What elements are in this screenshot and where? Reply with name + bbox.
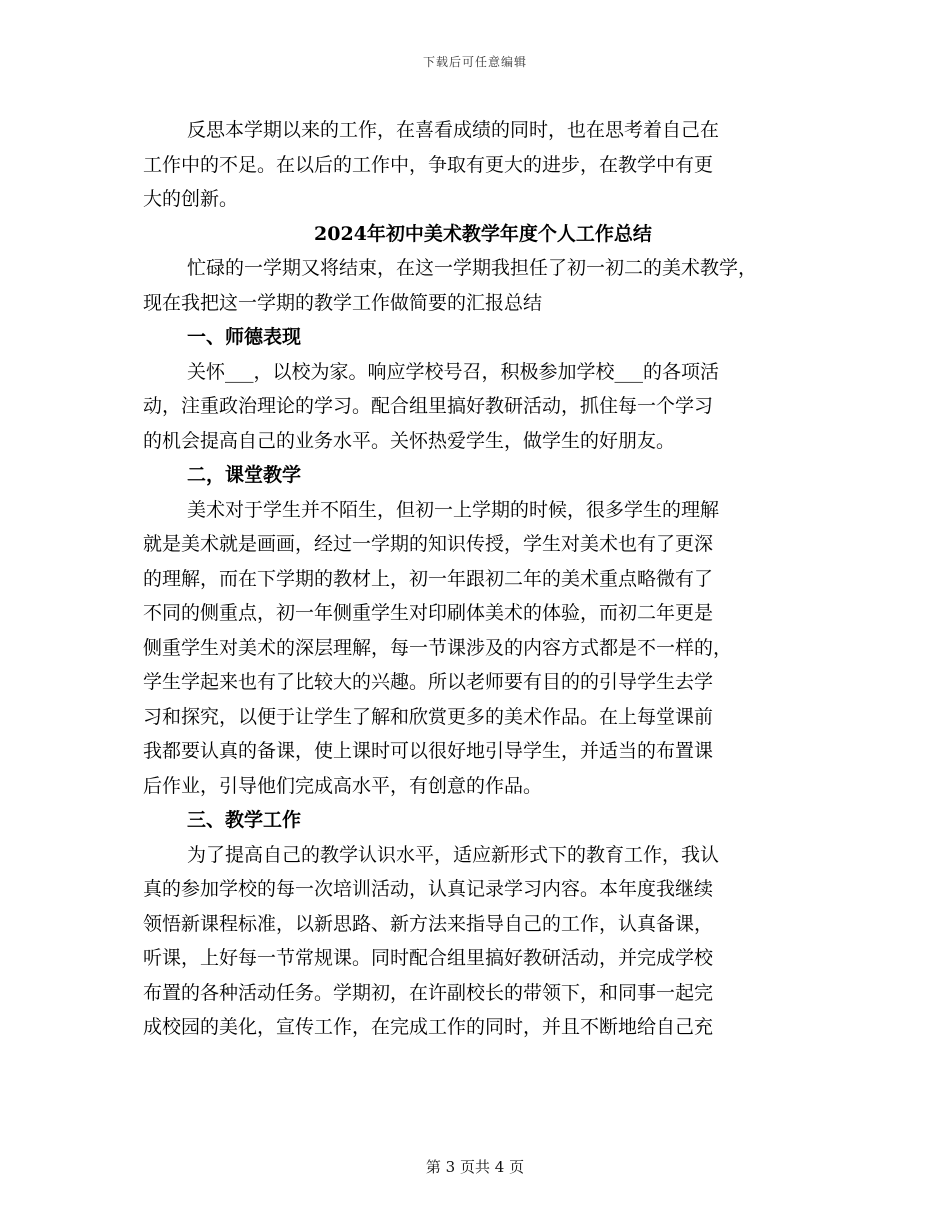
section3-line-5: 布置的各种活动任务。学期初，在许副校长的带领下，和同事一起完	[143, 981, 714, 1004]
section2-line-2: 就是美术就是画画，经过一学期的知识传授，学生对美术也有了更深	[143, 533, 714, 555]
opening-line-2: 现在我把这一学期的教学工作做简要的汇报总结	[143, 291, 543, 314]
section1-line-3: 的机会提高自己的业务水平。关怀热爱学生，做学生的好朋友。	[143, 429, 676, 452]
opening-line-1: 忙碌的一学期又将结束，在这一学期我担任了初一初二的美术教学，	[187, 257, 758, 279]
intro-line-2: 工作中的不足。在以后的工作中，争取有更大的进步，在教学中有更	[143, 153, 714, 176]
section1-line-1: 关怀___，以校为家。响应学校号召，积极参加学校___的各项活	[187, 360, 720, 383]
section-heading-ethics: 一、师德表现	[187, 326, 302, 348]
section3-line-4: 听课，上好每一节常规课。同时配合组里搞好教研活动，并完成学校	[143, 947, 714, 969]
section2-line-7: 习和探究，以便于让学生了解和欣赏更多的美术作品。在上每堂课前	[143, 705, 714, 728]
page-footer: 第 3 页共 4 页	[425, 1158, 525, 1176]
section3-line-2: 真的参加学校的每一次培训活动，认真记录学习内容。本年度我继续	[143, 878, 714, 900]
section2-line-6: 学生学起来也有了比较大的兴趣。所以老师要有目的的引导学生去学	[143, 671, 714, 693]
document-title: 2024年初中美术教学年度个人工作总结	[314, 222, 652, 245]
document-body	[143, 113, 803, 1045]
section2-line-3: 的理解，而在下学期的教材上，初一年跟初二年的美术重点略微有了	[143, 567, 714, 590]
section-heading-classroom: 二，课堂教学	[187, 464, 302, 486]
section3-line-3: 领悟新课程标准，以新思路、新方法来指导自己的工作，认真备课，	[143, 912, 714, 935]
section3-line-1: 为了提高自己的教学认识水平，适应新形式下的教育工作，我认	[187, 843, 720, 866]
intro-line-1: 反思本学期以来的工作，在喜看成绩的同时，也在思考着自己在	[187, 119, 720, 141]
section2-line-4: 不同的侧重点，初一年侧重学生对印刷体美术的体验，而初二年更是	[143, 602, 714, 624]
section2-line-9: 后作业，引导他们完成高水平，有创意的作品。	[143, 774, 543, 797]
section1-line-2: 动，注重政治理论的学习。配合组里搞好教研活动，抓住每一个学习	[143, 395, 714, 417]
section-heading-teaching: 三、教学工作	[187, 809, 302, 831]
section2-line-1: 美术对于学生并不陌生，但初一上学期的时候，很多学生的理解	[187, 498, 720, 521]
section2-line-8: 我都要认真的备课，使上课时可以很好地引导学生，并适当的布置课	[143, 740, 714, 762]
intro-line-3: 大的创新。	[143, 188, 239, 210]
page-header: 下载后可任意编辑	[422, 55, 527, 69]
section2-line-5: 侧重学生对美术的深层理解，每一节课涉及的内容方式都是不一样的，	[143, 636, 733, 659]
section3-line-6: 成校园的美化，宣传工作，在完成工作的同时，并且不断地给自己充	[143, 1016, 714, 1038]
